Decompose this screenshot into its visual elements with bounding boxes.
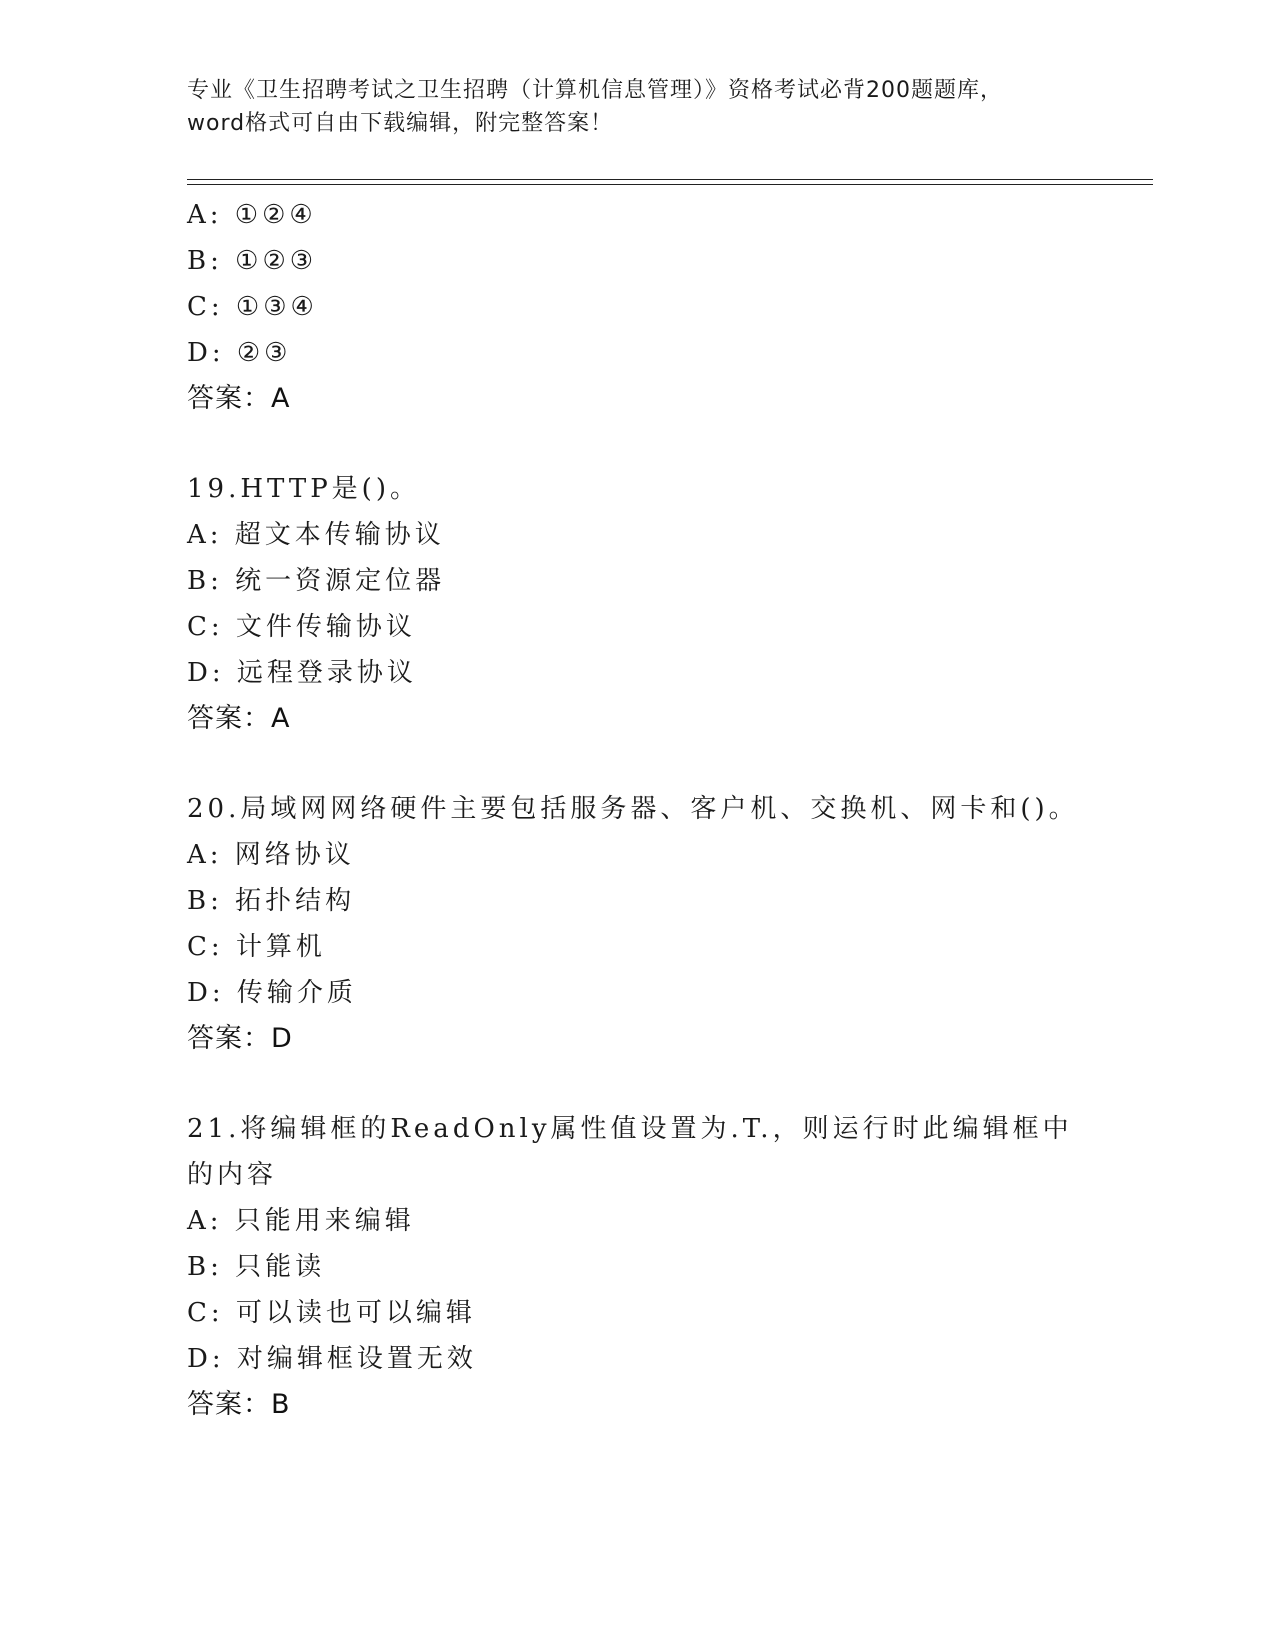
question-block-19: [187, 466, 1147, 742]
question-text: 20.局域网网络硬件主要包括服务器、客户机、交换机、网卡和()。: [187, 794, 1079, 824]
option-a: A: ①②④: [187, 200, 317, 230]
header-line-1: 专业《卫生招聘考试之卫生招聘（计算机信息管理）》资格考试必背200题题库，: [187, 78, 1003, 103]
option-c: C: 计算机: [187, 932, 326, 962]
question-text: 19.HTTP是()。: [187, 474, 420, 504]
spacer: [187, 742, 1147, 786]
spacer: [187, 1062, 1147, 1106]
option-a: A: 网络协议: [187, 840, 355, 870]
spacer: [187, 422, 1147, 466]
option-a: A: 超文本传输协议: [187, 520, 445, 550]
option-b: B: 统一资源定位器: [187, 566, 446, 596]
option-b: B: 只能读: [187, 1252, 326, 1282]
header-divider-top: [187, 179, 1153, 180]
question-block-18: [187, 192, 1147, 422]
header-divider-bottom: [187, 184, 1153, 185]
option-c: C: 可以读也可以编辑: [187, 1298, 476, 1328]
document-header: [187, 74, 1087, 140]
answer-line: 答案：A: [187, 383, 291, 414]
question-block-20: [187, 786, 1147, 1062]
question-list: [187, 192, 1147, 1428]
question-text: 21.将编辑框的ReadOnly属性值设置为.T.，则运行时此编辑框中的内容: [187, 1114, 1073, 1190]
option-d: D: 远程登录协议: [187, 658, 417, 688]
option-a: A: 只能用来编辑: [187, 1206, 415, 1236]
option-b: B: ①②③: [187, 246, 318, 276]
answer-line: 答案：D: [187, 1023, 293, 1054]
answer-line: 答案：B: [187, 1389, 291, 1420]
option-d: D: 传输介质: [187, 978, 357, 1008]
option-b: B: 拓扑结构: [187, 886, 356, 916]
option-d: D: 对编辑框设置无效: [187, 1344, 477, 1374]
option-d: D: ②③: [187, 338, 292, 368]
option-c: C: 文件传输协议: [187, 612, 416, 642]
header-line-2: word格式可自由下载编辑，附完整答案！: [187, 111, 614, 136]
answer-line: 答案：A: [187, 703, 291, 734]
option-c: C: ①③④: [187, 292, 318, 322]
question-block-21: [187, 1106, 1147, 1428]
